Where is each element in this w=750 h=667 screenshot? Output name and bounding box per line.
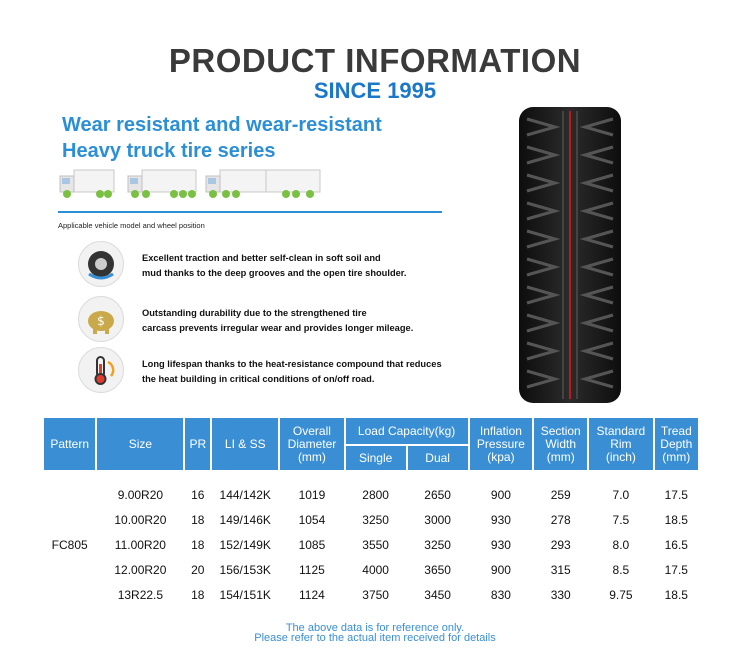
col-header-load: Load Capacity(kg) [346, 418, 468, 444]
headline-line1: Wear resistant and wear-resistant [62, 114, 382, 136]
cell-section: 330 [550, 587, 571, 602]
feature-text-line1: Outstanding durability due to the strengthened tire [142, 308, 367, 318]
truck-medium-icon [128, 170, 196, 198]
applicable-label: Applicable vehicle model and wheel position [58, 221, 205, 230]
cell-rim: 7.0 [612, 487, 630, 502]
cell-overall: 1124 [299, 587, 325, 602]
footer-note-line1: The above data is for reference only. [285, 622, 465, 634]
cell-rim: 7.5 [612, 512, 630, 527]
feature-traction [78, 241, 458, 287]
tire-image [515, 105, 625, 405]
cell-tread: 17.5 [664, 562, 688, 577]
section-divider [58, 211, 442, 213]
col-header-size: Size [97, 418, 183, 470]
cell-size: 9.00R20 [117, 487, 164, 502]
col-header-inflation-l3: (kpa) [487, 449, 515, 464]
col-header-inflation [470, 418, 533, 470]
cell-tread: 18.5 [664, 512, 688, 527]
cell-pr: 20 [191, 562, 205, 577]
cell-single: 3750 [362, 587, 389, 602]
col-header-rim-l3: (inch) [605, 449, 636, 464]
cell-overall: 1019 [298, 487, 326, 502]
cell-tread: 16.5 [664, 537, 688, 552]
table-row [44, 557, 698, 582]
col-header-pattern: Pattern [44, 418, 95, 470]
table-row [44, 482, 698, 507]
cell-dual: 3450 [424, 587, 451, 602]
svg-text:$: $ [97, 314, 105, 328]
col-header-rim-l1: Standard [596, 423, 646, 438]
col-header-tread-l1: Tread [660, 423, 692, 438]
col-header-dual: Dual [408, 444, 468, 470]
col-header-tread [655, 418, 698, 470]
headline-line2: Heavy truck tire series [62, 140, 276, 162]
cell-liss: 154/151K [219, 587, 271, 602]
col-header-rim [589, 418, 652, 470]
cell-single: 3250 [362, 512, 389, 527]
col-header-rim-l2: Rim [610, 436, 632, 451]
thermometer-icon [78, 347, 124, 393]
cell-liss: 149/146K [219, 512, 271, 527]
col-header-overall-l3: (mm) [297, 449, 326, 464]
page-title: PRODUCT INFORMATION [168, 42, 582, 79]
cell-section: 315 [550, 562, 571, 577]
cell-inflation: 930 [490, 512, 511, 527]
feature-text-line1: Excellent traction and better self-clean in soft soil and [142, 253, 381, 263]
cell-overall: 1054 [298, 512, 326, 527]
cell-dual: 3000 [424, 512, 451, 527]
table-row [44, 507, 698, 532]
cell-pr: 18 [191, 587, 205, 602]
col-header-section-l3: (mm) [546, 449, 575, 464]
feature-text-line2: mud thanks to the deep grooves and the open tire shoulder. [142, 268, 407, 278]
cell-pr: 18 [191, 537, 205, 552]
cell-liss: 144/142K [219, 487, 271, 502]
col-header-overall-l2: Diameter [287, 436, 337, 451]
truck-diagram [56, 164, 326, 204]
since-subtitle: SINCE 1995 [313, 78, 437, 103]
cell-section: 259 [550, 487, 571, 502]
col-header-section-l1: Section [540, 423, 581, 438]
col-header-overall-l1: Overall [292, 423, 331, 438]
cell-single: 4000 [362, 562, 389, 577]
table-row [44, 582, 698, 607]
cell-single: 3550 [362, 537, 389, 552]
col-header-inflation-l1: Inflation [479, 423, 522, 438]
cell-inflation: 930 [490, 537, 511, 552]
col-header-overall [280, 418, 343, 470]
feature-text-line2: the heat building in critical conditions of on/off road. [142, 374, 375, 384]
feature-text-line2: carcass prevents irregular wear and provides longer mileage. [142, 323, 414, 333]
footer-note-line2: Please refer to the actual item received for details [254, 632, 496, 644]
cell-tread: 18.5 [664, 587, 688, 602]
cell-liss: 156/153K [219, 562, 271, 577]
col-header-liss: LI & SS [212, 418, 278, 470]
cell-size: 13R22.5 [117, 587, 164, 602]
spec-table [42, 418, 700, 607]
cell-size: 11.00R20 [114, 537, 166, 552]
col-header-inflation-l2: Pressure [476, 436, 525, 451]
cell-inflation: 900 [490, 487, 511, 502]
cell-rim: 8.0 [612, 537, 630, 552]
cell-rim: 9.75 [609, 587, 633, 602]
cell-overall: 1125 [299, 562, 325, 577]
cell-pattern: FC805 [51, 537, 88, 552]
col-header-section [534, 418, 587, 470]
table-row [44, 532, 698, 557]
cell-tread: 17.5 [664, 487, 688, 502]
feature-text-line1: Long lifespan thanks to the heat-resistance compound that reduces [142, 359, 442, 369]
col-header-pr: PR [185, 418, 210, 470]
cell-single: 2800 [362, 487, 389, 502]
cell-inflation: 900 [490, 562, 511, 577]
truck-large-icon [206, 170, 320, 198]
tire-snow-icon [78, 241, 124, 287]
truck-small-icon [60, 170, 114, 198]
cell-dual: 3250 [424, 537, 451, 552]
cell-section: 293 [550, 537, 571, 552]
cell-size: 12.00R20 [114, 562, 167, 577]
piggy-bank-icon [78, 296, 124, 342]
feature-durability [78, 296, 458, 342]
col-header-single: Single [346, 444, 406, 470]
cell-size: 10.00R20 [114, 512, 167, 527]
cell-inflation: 830 [490, 587, 511, 602]
cell-section: 278 [550, 512, 571, 527]
col-header-tread-l3: (mm) [662, 449, 691, 464]
cell-liss: 152/149K [219, 537, 271, 552]
col-header-section-l2: Width [545, 436, 577, 451]
cell-dual: 2650 [424, 487, 451, 502]
cell-rim: 8.5 [612, 562, 630, 577]
feature-lifespan [78, 347, 458, 393]
col-header-tread-l2: Depth [660, 436, 693, 451]
cell-pr: 18 [191, 512, 205, 527]
cell-pr: 16 [191, 487, 205, 502]
cell-dual: 3650 [424, 562, 451, 577]
cell-overall: 1085 [298, 537, 326, 552]
